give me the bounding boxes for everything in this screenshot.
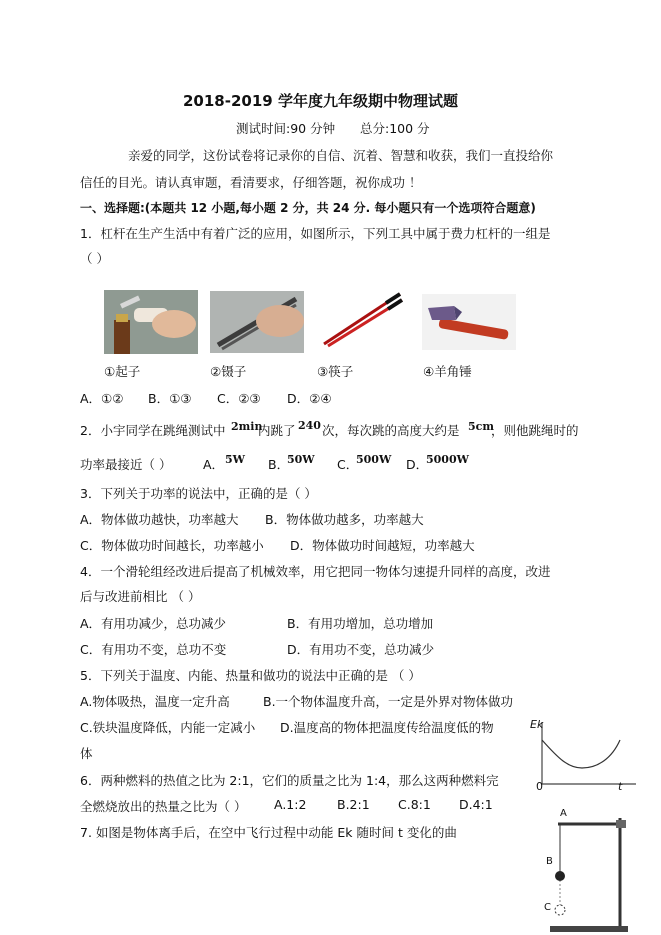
claw-hammer-image (422, 294, 516, 350)
q3-option-c: C．物体做功时间越长，功率越小 (80, 538, 264, 553)
q2-stem-b: 内跳了 (258, 423, 296, 438)
q2-option-b-label: B． (268, 457, 290, 472)
q2-option-a-label: A． (203, 457, 225, 472)
q2-option-c-label: C． (337, 457, 359, 472)
q2-option-d-label: D． (406, 457, 429, 472)
graph-x-label: t (618, 780, 623, 793)
intro-line-1: 亲爱的同学，这份试卷将记录你的自信、沉着、智慧和收获，我们一直投给你 (128, 148, 554, 163)
q1-caption-3: ③筷子 (317, 364, 354, 379)
pendulum-label-c: C (544, 902, 551, 913)
chopsticks-image (322, 290, 404, 348)
q1-option-c: C．②③ (217, 391, 261, 406)
q5-stem: 5．下列关于温度、内能、热量和做功的说法中正确的是 （ ） (80, 668, 421, 683)
q5-option-d: D.温度高的物体把温度传给温度低的物 (280, 720, 494, 735)
tweezers-image (210, 291, 304, 353)
bottle-opener-image (104, 290, 198, 354)
section-heading: 一、选择题:(本题共 12 小题,每小题 2 分，共 24 分. 每小题只有一个选项符合题意) (80, 201, 536, 215)
time-info: 测试时间:90 分钟 (236, 121, 336, 136)
q2-stem-a: 2．小宇同学在跳绳测试中 (80, 423, 226, 438)
q2-stem-c: 次，每次跳的高度大约是 (322, 423, 460, 438)
q2-option-d-value: 5000W (426, 453, 469, 466)
q1-bracket: （ ） (80, 251, 109, 266)
q6-option-c: C.8:1 (398, 797, 431, 812)
q1-option-d: D．②④ (287, 391, 332, 406)
score-info: 总分:100 分 (360, 121, 430, 136)
q4-option-b: B．有用功增加，总功增加 (287, 616, 434, 631)
q1-option-b: B．①③ (148, 391, 192, 406)
q1-stem: 1．杠杆在生产生活中有着广泛的应用，如图所示，下列工具中属于费力杠杆的一组是 (80, 226, 551, 241)
q1-option-a: A．①② (80, 391, 124, 406)
q1-caption-4: ④羊角锤 (423, 364, 472, 379)
graph-origin-label: 0 (536, 780, 543, 793)
q3-option-d: D．物体做功时间越短，功率越大 (290, 538, 475, 553)
q2-stem-d: ，则他跳绳时的 (491, 423, 579, 438)
q4-stem-2: 后与改进前相比 （ ） (80, 589, 201, 604)
q5-option-b: B.一个物体温度升高，一定是外界对物体做功 (263, 694, 514, 709)
q4-stem-1: 4．一个滑轮组经改进后提高了机械效率，用它把同一物体匀速提升同样的高度，改进 (80, 564, 551, 579)
pendulum-label-b: B (546, 856, 553, 867)
pendulum-diagram (536, 808, 636, 934)
graph-y-label: Ek (530, 718, 544, 731)
pendulum-label-a: A (560, 808, 567, 819)
q3-stem: 3．下列关于功率的说法中，正确的是（ ） (80, 486, 317, 501)
q2-option-a-value: 5W (225, 453, 246, 466)
page-title: 2018-2019 学年度九年级期中物理试题 (183, 92, 458, 110)
q1-caption-2: ②镊子 (210, 364, 247, 379)
q3-option-a: A．物体做功越快，功率越大 (80, 512, 239, 527)
q2-option-b-value: 50W (287, 453, 315, 466)
q4-option-c: C．有用功不变，总功不变 (80, 642, 227, 657)
q7-stem: 7. 如图是物体离手后，在空中飞行过程中动能 Ek 随时间 t 变化的曲 (80, 825, 457, 840)
q2-count-value: 240 (298, 419, 321, 432)
q1-caption-1: ①起子 (104, 364, 141, 379)
q2-height-value: 5cm (468, 420, 494, 433)
q5-option-a: A.物体吸热，温度一定升高 (80, 694, 230, 709)
q6-option-d: D.4:1 (459, 797, 493, 812)
q6-stem-1: 6．两种燃料的热值之比为 2:1，它们的质量之比为 1:4，那么这两种燃料完 (80, 773, 499, 788)
q2-option-c-value: 500W (356, 453, 392, 466)
q4-option-a: A．有用功减少，总功减少 (80, 616, 227, 631)
q2-time-value: 2min (231, 420, 263, 433)
q6-stem-2: 全燃烧放出的热量之比为（ ） (80, 799, 247, 814)
q3-option-b: B．物体做功越多，功率越大 (265, 512, 424, 527)
q5-option-c: C.铁块温度降低，内能一定减小 (80, 720, 256, 735)
q4-option-d: D．有用功不变，总功减少 (287, 642, 435, 657)
q2-line-2: 功率最接近（ ） (80, 457, 172, 472)
q6-option-a: A.1:2 (274, 797, 307, 812)
q5-option-d-cont: 体 (80, 746, 93, 761)
ek-time-graph (522, 714, 642, 794)
q6-option-b: B.2:1 (337, 797, 370, 812)
intro-line-2: 信任的目光。请认真审题，看清要求，仔细答题，祝你成功 ！ (80, 175, 422, 190)
